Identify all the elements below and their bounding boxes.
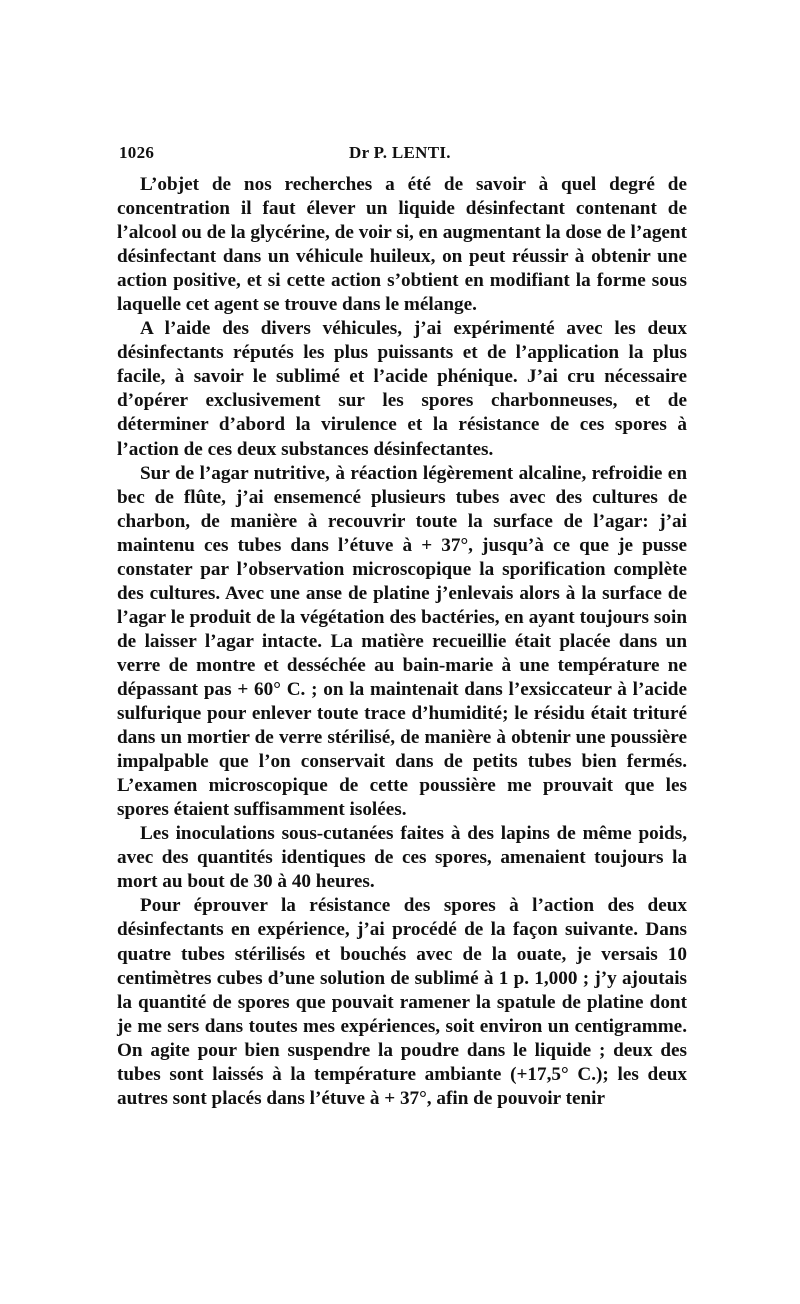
body-text: [117, 173, 687, 1111]
book-page: [117, 143, 687, 1111]
header-title: Dr P. LENTI.: [349, 143, 451, 162]
paragraph-1: L’objet de nos recherches a été de savoir à quel degré de concentration il faut élever un liquide désinfectant contenant de l’alcool ou de la glycérine, de voir si, en augmentant la dose de l’agent désinfectant dans un véhicule huileux, on peut réussir à obtenir une action positive, et si cette action s’obtient en modifiant la forme sous laquelle cet agent se trouve dans le mélange.: [117, 174, 687, 316]
paragraph-3: Sur de l’agar nutritive, à réaction légèrement alcaline, refroidie en bec de flûte, j’ai ensemencé plusieurs tubes avec des cultures de charbon, de manière à recouvrir toute la surface de l’agar: j’ai maintenu ces tubes dans l’étuve à + 37°, jusqu’à ce que je pusse constater par l’observation microscopique la sporification complète des cultures. Avec une anse de platine j’enlevais alors à la surface de l’agar le produit de la végétation des bactéries, en ayant toujours soin de laisser l’agar intacte. La matière recueillie était placée dans un verre de montre et desséchée au bain-marie à une température ne dépassant pas + 60° C. ; on la maintenait dans l’exsiccateur à l’acide sulfurique pour enlever toute trace d’humidité; le résidu était trituré dans un mortier de verre stérilisé, de manière à obtenir une poussière impalpable que l’on conservait dans de petits tubes bien fermés. L’examen microscopique de cette poussière me prouvait que les spores étaient suffisamment isolées.: [117, 462, 687, 821]
paragraph-4: Les inoculations sous-cutanées faites à des lapins de même poids, avec des quantités identiques de ces spores, amenaient toujours la mort au bout de 30 à 40 heures.: [117, 823, 687, 893]
page-number: 1026: [119, 143, 155, 162]
paragraph-2: A l’aide des divers véhicules, j’ai expérimenté avec les deux désinfectants réputés les plus puissants et de l’application la plus facile, à savoir le sublimé et l’acide phénique. J’ai cru nécessaire d’opérer exclusivement sur les spores charbonneuses, et de déterminer d’abord la virulence et la résistance de ces spores à l’action de ces deux substances désinfectantes.: [117, 318, 687, 460]
paragraph-5: Pour éprouver la résistance des spores à l’action des deux désinfectants en expérience, j’ai procédé de la façon suivante. Dans quatre tubes stérilisés et bouchés avec de la ouate, je versais 10 centimètres cubes d’une solution de sublimé à 1 p. 1,000 ; j’y ajoutais la quantité de spores que pouvait ramener la spatule de platine dont je me sers dans toutes mes expériences, soit environ un centigramme. On agite pour bien suspendre la poudre dans le liquide ; deux des tubes sont laissés à la température ambiante (+17,5° C.); les deux autres sont placés dans l’étuve à + 37°, afin de pouvoir tenir: [117, 895, 687, 1109]
running-head: [117, 143, 687, 169]
